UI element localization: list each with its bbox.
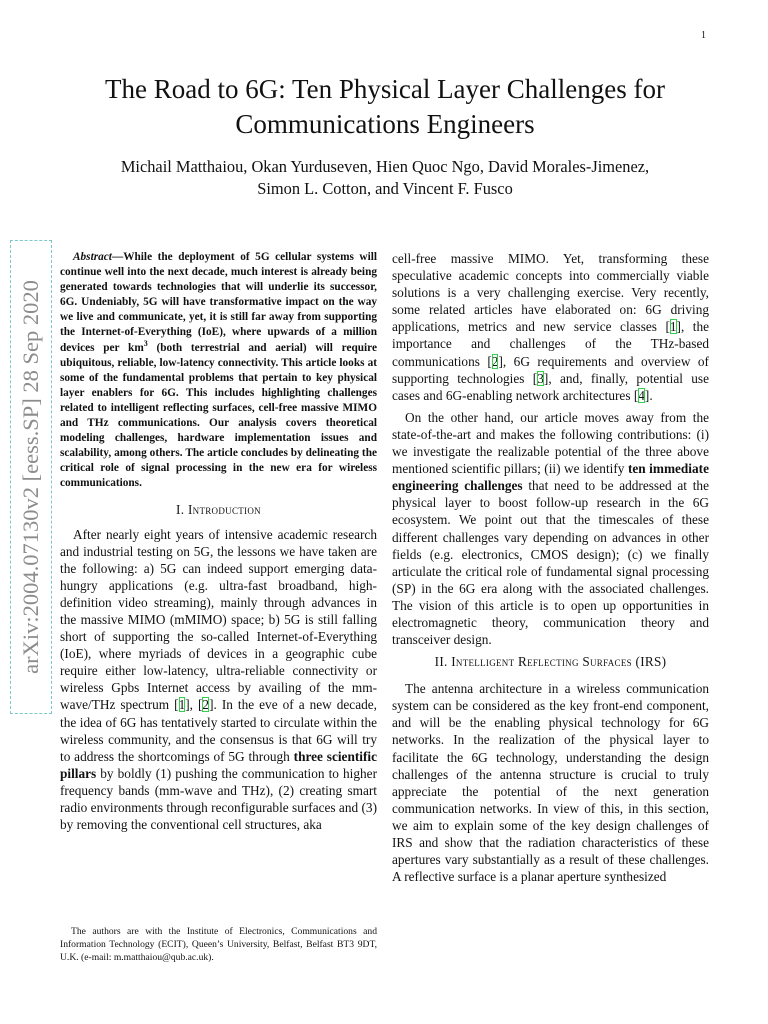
arxiv-stamp[interactable] — [10, 240, 52, 714]
author-line-2: Simon L. Cotton, and Vincent F. Fusco — [257, 179, 513, 198]
right-column — [392, 250, 709, 885]
paragraph-text: ], and, finally, potential use cases and 6G-enabling network architectures [ — [392, 370, 709, 403]
section-number: II. — [434, 654, 448, 670]
paper-title: The Road to 6G: Ten Physical Layer Challenges for Communications Engineers — [105, 74, 665, 139]
intro-text: ]. In the eve of a new decade, the idea of 6G has tentatively started to circulate within the wireless community, and the consensus is that 6G will try to address the shortcomings of 5G through — [60, 697, 377, 764]
citation-link[interactable]: 4 — [638, 387, 645, 403]
paragraph-text: that need to be addressed at the physical layer to boost follow-up research in the 6G ecosystem. We point out that the timescales of these different challenges vary depending on advances in other fields (e.g. electronics, CMOS design); (c) we finally articulate the critical role of fundamental signal processing (SP) in the 6G era along with the associated challenges. The vision of this article is to open up opportunities in electromagnetic theory, communication theory and transceiver design. — [392, 478, 709, 648]
paragraph-text: cell-free massive MIMO. Yet, transforming these speculative academic concepts into commercially viable solutions is a very challenging exercise. Very recently, some related articles have elaborated on: 6G driving applications, metrics and new service classes [ — [392, 251, 709, 335]
paragraph-text: On the other hand, our article moves away from the state-of-the-art and makes the following contributions: (i) we investigate the realizable potential of the three above mentioned scientific pillars; (ii) we identify — [392, 409, 709, 477]
citation-link[interactable]: 1 — [178, 697, 186, 713]
author-list — [40, 156, 730, 200]
paragraph-text: ], the importance and challenges of the THz-based communications [ — [392, 319, 709, 369]
section-title: Intelligent Reflecting Surfaces (IRS) — [451, 654, 667, 670]
irs-paragraph: The antenna architecture in a wireless communication system can be considered as the key front-end component, and will be the enabling physical technology for 6G networks. In the realization of the physical layer to facilitate the 6G technology, understanding the design challenges of the antenna structure is crucial to truly appreciate the potential of the next generation communication networks. In view of this, in this section, we aim to explain some of the key design challenges of IRS and show that the radiation characteristics of these apertures vary substantially as a result of these challenges. A reflective surface is a planar aperture synthesized — [392, 681, 709, 885]
citation-link[interactable]: 1 — [669, 319, 677, 335]
intro-paragraph — [60, 526, 377, 834]
section-title: Introduction — [187, 501, 261, 517]
page-number: 1 — [701, 30, 706, 41]
left-column — [60, 250, 377, 833]
author-footnote: The authors are with the Institute of Electronics, Communications and Information Technology (ECIT), Queen’s University, Belfast, Belfast BT3 9DT, U.K. (e-mail: m.matthaiou@qub.ac.uk). — [60, 926, 377, 963]
contributions-paragraph — [392, 409, 709, 648]
author-line-1: Michail Matthaiou, Okan Yurduseven, Hien Quoc Ngo, David Morales-Jimenez, — [120, 157, 650, 176]
intro-text: by boldly (1) pushing the communication to higher frequency bands (mm-wave and THz), (2) creating smart radio environments through reconfigurable surfaces and (3) by removing the conventional cell structures, aka — [60, 765, 377, 833]
citation-link[interactable]: 3 — [537, 370, 544, 386]
section-number: I. — [176, 501, 185, 517]
section-heading-introduction — [60, 502, 377, 518]
intro-bold-phrase: three scientific pillars — [60, 748, 377, 781]
abstract-superscript: 3 — [143, 338, 148, 348]
paragraph-text: ]. — [644, 387, 653, 403]
abstract — [60, 250, 377, 492]
intro-text: ], [ — [185, 697, 203, 713]
contributions-bold-phrase: ten immediate engineering challenges — [392, 461, 709, 494]
paragraph-text: ], 6G requirements and overview of supporting technologies [ — [392, 353, 709, 386]
continued-paragraph — [392, 250, 709, 404]
intro-text: After nearly eight years of intensive academic research and industrial testing on 5G, the lessons we have taken are the following: a) 5G can indeed support emerging data-hungry applications (e.g. ultra-fast broadband, high-definition video streaming), mainly through advances in the massive MIMO (mMIMO) space; b) 5G is still falling short of supporting the so-called Internet-of-Everything (IoE), where myriads of devices in a geographic cube require either low-latency, ultra-reliable connectivity or wireless Gpbs Internet access by availing of the mm-wave/THz spectrum [ — [60, 526, 377, 713]
section-heading-irs — [392, 654, 709, 670]
abstract-label: Abstract — [73, 251, 112, 263]
abstract-text-1: —While the deployment of 5G cellular systems will continue well into the next decade, much interest is already being generated towards technologies that will underlie its successor, 6G. Undeniably, 5G will have transformative impact on the way we live and communicate, yet, it is still far away from supporting the Internet-of-Everything (IoE), where upwards of a million devices per km — [60, 251, 377, 354]
citation-link[interactable]: 2 — [202, 697, 210, 713]
arxiv-identifier[interactable]: arXiv:2004.07130v2 [eess.SP] 28 Sep 2020 — [18, 280, 43, 674]
abstract-text-2: (both terrestrial and aerial) will require ubiquitous, reliable, low-latency connectivity. This article looks at some of the fundamental problems that pertain to key physical layer enablers for 6G. This includes highlighting challenges related to intelligent reflecting surfaces, cell-free massive MIMO and THz communications. Our analysis covers theoretical modeling challenges, hardware implementation issues and scalability, among others. The article concludes by delineating the critical role of signal processing in the new era for wireless communications. — [60, 341, 377, 490]
citation-link[interactable]: 2 — [491, 353, 499, 369]
